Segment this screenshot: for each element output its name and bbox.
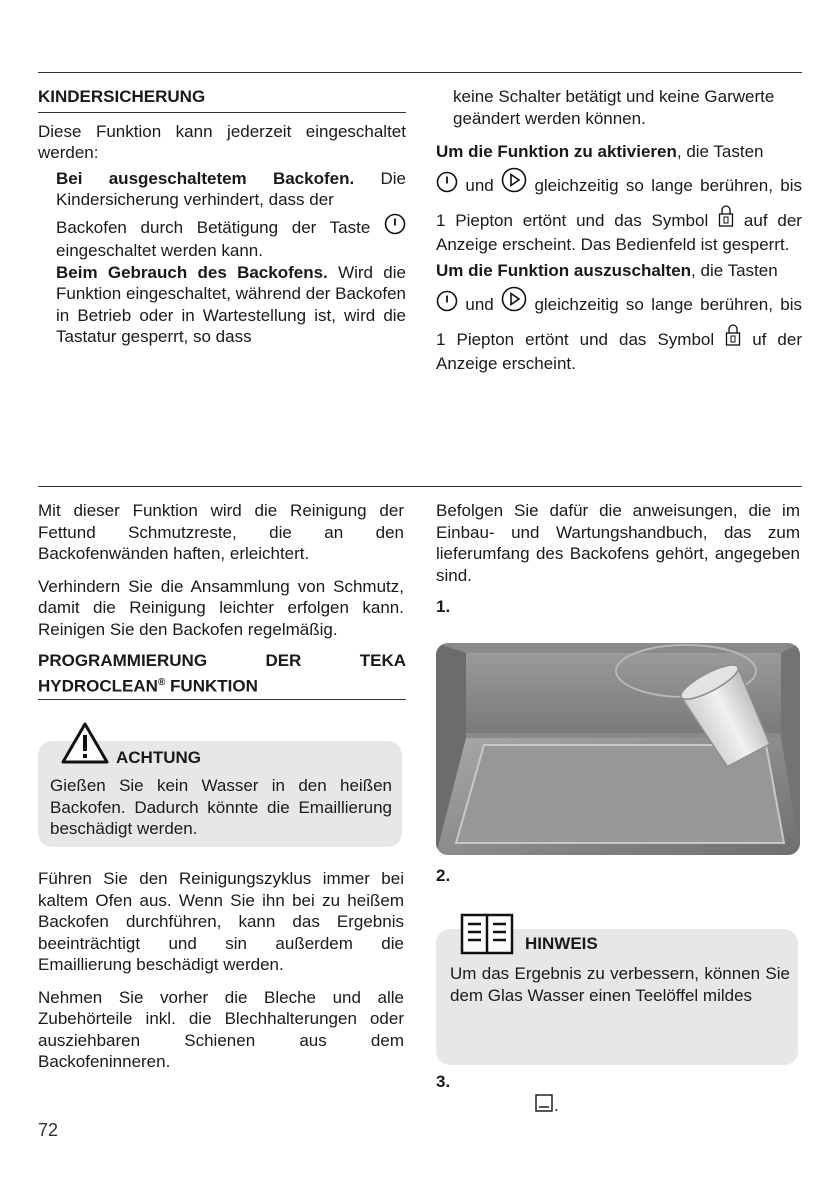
top-right-column bbox=[436, 86, 802, 374]
beep-a-tail: auf der bbox=[743, 211, 802, 230]
page-number: 72 bbox=[38, 1120, 59, 1140]
heading-function: FUNKTION bbox=[165, 676, 258, 696]
activate-line bbox=[436, 141, 802, 163]
top-left-column bbox=[38, 86, 406, 348]
modes-block bbox=[38, 168, 406, 348]
power-icon bbox=[436, 290, 458, 318]
tray-icon bbox=[534, 1093, 554, 1118]
step-1-number: 1. bbox=[436, 597, 451, 616]
oven-off-text-a: Die Kindersicherung verhindert, dass der bbox=[56, 168, 406, 209]
note-text: Um das Ergebnis zu verbessern, können Sie dem Glas Wasser einen Teelöffel mildes bbox=[450, 964, 790, 1005]
simultaneous-text: gleichzeitig so lange berühren, bis bbox=[534, 175, 802, 195]
oven-on-text: Wird die Funktion eingeschaltet, während der Backofen in Betrieb oder in Wartestellung ist, wird die Tastatur gesperrt, so dass bbox=[56, 262, 406, 346]
oven-on-bold: Beim Gebrauch des Backofens. bbox=[56, 262, 328, 282]
top-rule bbox=[38, 72, 802, 73]
intro-paragraph-2: Verhindern Sie die Ansammlung von Schmutz, damit die Reinigung leichter erfolgen kann. Reinigen Sie den Backofen regelmäßig. bbox=[38, 576, 404, 639]
activate-tail: , die Tasten bbox=[676, 142, 764, 161]
deactivate-line bbox=[436, 260, 802, 282]
lock-icon bbox=[725, 323, 741, 353]
warning-title: ACHTUNG bbox=[116, 748, 201, 767]
oven-off-text-c: eingeschaltet werden kann. bbox=[56, 241, 263, 260]
warning-text: Gießen Sie kein Wasser in den heißen Backofen. Dadurch könnte die Emaillierung beschädigt werden. bbox=[50, 776, 392, 838]
warning-box bbox=[38, 741, 402, 847]
heading-brand: HYDROCLEAN bbox=[38, 676, 158, 696]
play-icon bbox=[501, 167, 527, 199]
oven-off-bold: Bei ausgeschaltetem Backofen. bbox=[56, 168, 355, 188]
book-icon bbox=[460, 913, 514, 960]
power-icon bbox=[384, 213, 406, 241]
activate-bold: Um die Funktion zu aktivieren bbox=[436, 142, 677, 161]
heading-line-1: PROGRAMMIERUNG DER TEKA bbox=[38, 651, 406, 670]
instructions-paragraph: Befolgen Sie dafür die anweisungen, die im Einbau- und Wartungshandbuch, das zum lieferumfang des Backofens gehört, angegeben sind. bbox=[436, 501, 800, 585]
middle-rule bbox=[38, 486, 802, 487]
note-box bbox=[436, 929, 798, 1065]
bottom-right-column bbox=[436, 500, 800, 586]
power-icon bbox=[436, 171, 458, 199]
oven-off-text-b: Backofen durch Betätigung der Taste bbox=[56, 217, 371, 237]
oven-on-paragraph bbox=[56, 262, 406, 348]
deactivate-keys-line bbox=[436, 286, 802, 318]
beep-b-rest: Anzeige erscheint. bbox=[436, 353, 576, 373]
warning-triangle-icon bbox=[60, 721, 110, 770]
note-title: HINWEIS bbox=[525, 934, 598, 953]
activate-keys-line bbox=[436, 167, 802, 199]
beep-a-line bbox=[436, 204, 802, 234]
play-icon bbox=[501, 286, 527, 318]
registered-mark: ® bbox=[157, 676, 166, 688]
oven-off-paragraph bbox=[56, 168, 406, 211]
step-2-number: 2. bbox=[436, 866, 451, 885]
und-text: und bbox=[465, 294, 494, 314]
beep-a-text: 1 Piepton ertönt und das Symbol bbox=[436, 211, 709, 230]
und-text: und bbox=[465, 175, 494, 195]
simultaneous-text: gleichzeitig so lange berühren, bis bbox=[534, 294, 802, 314]
section-heading-kindersicherung: KINDERSICHERUNG bbox=[38, 86, 406, 113]
beep-a-rest: Anzeige erscheint. Das Bedienfeld ist gesperrt. bbox=[436, 234, 790, 254]
oven-off-line-b bbox=[56, 213, 406, 241]
continued-text: keine Schalter betätigt und keine Garwerte geändert werden können. bbox=[453, 87, 775, 128]
lock-icon bbox=[718, 204, 734, 234]
beep-b-text: 1 Piepton ertönt und das Symbol bbox=[436, 330, 715, 349]
hydroclean-heading bbox=[38, 650, 406, 700]
intro-paragraph-1: Mit dieser Funktion wird die Reinigung der Fettund Schmutzreste, die an den Backofenwänden haften, erleichtert. bbox=[38, 501, 404, 563]
deactivate-tail: , die Tasten bbox=[691, 261, 778, 280]
bottom-left-column-lower bbox=[38, 868, 404, 1073]
beep-b-line bbox=[436, 323, 802, 353]
step-3-number: 3. bbox=[436, 1072, 451, 1091]
remove-accessories-paragraph: Nehmen Sie vorher die Bleche und alle Zubehörteile inkl. die Blechhalterungen oder ausziehbaren Schienen aus dem Backofeninneren. bbox=[38, 987, 404, 1071]
intro-text: Diese Funktion kann jederzeit eingeschaltet werden: bbox=[38, 121, 406, 162]
deactivate-bold: Um die Funktion auszuschalten bbox=[436, 261, 692, 280]
bottom-left-column bbox=[38, 500, 404, 700]
beep-b-tail: uf der bbox=[752, 330, 802, 349]
heading-line-2 bbox=[38, 672, 406, 697]
oven-photo bbox=[436, 643, 800, 855]
cycle-paragraph: Führen Sie den Reinigungszyklus immer bei kaltem Ofen aus. Wenn Sie ihn bei zu heißem Backofen durchführen, kann das Ergebnis beeinträchtigt und sin außerdem die Emaillierung beschädigt werden. bbox=[38, 869, 404, 974]
step-3-tail: . bbox=[554, 1096, 559, 1115]
step-3-line bbox=[534, 1093, 559, 1118]
